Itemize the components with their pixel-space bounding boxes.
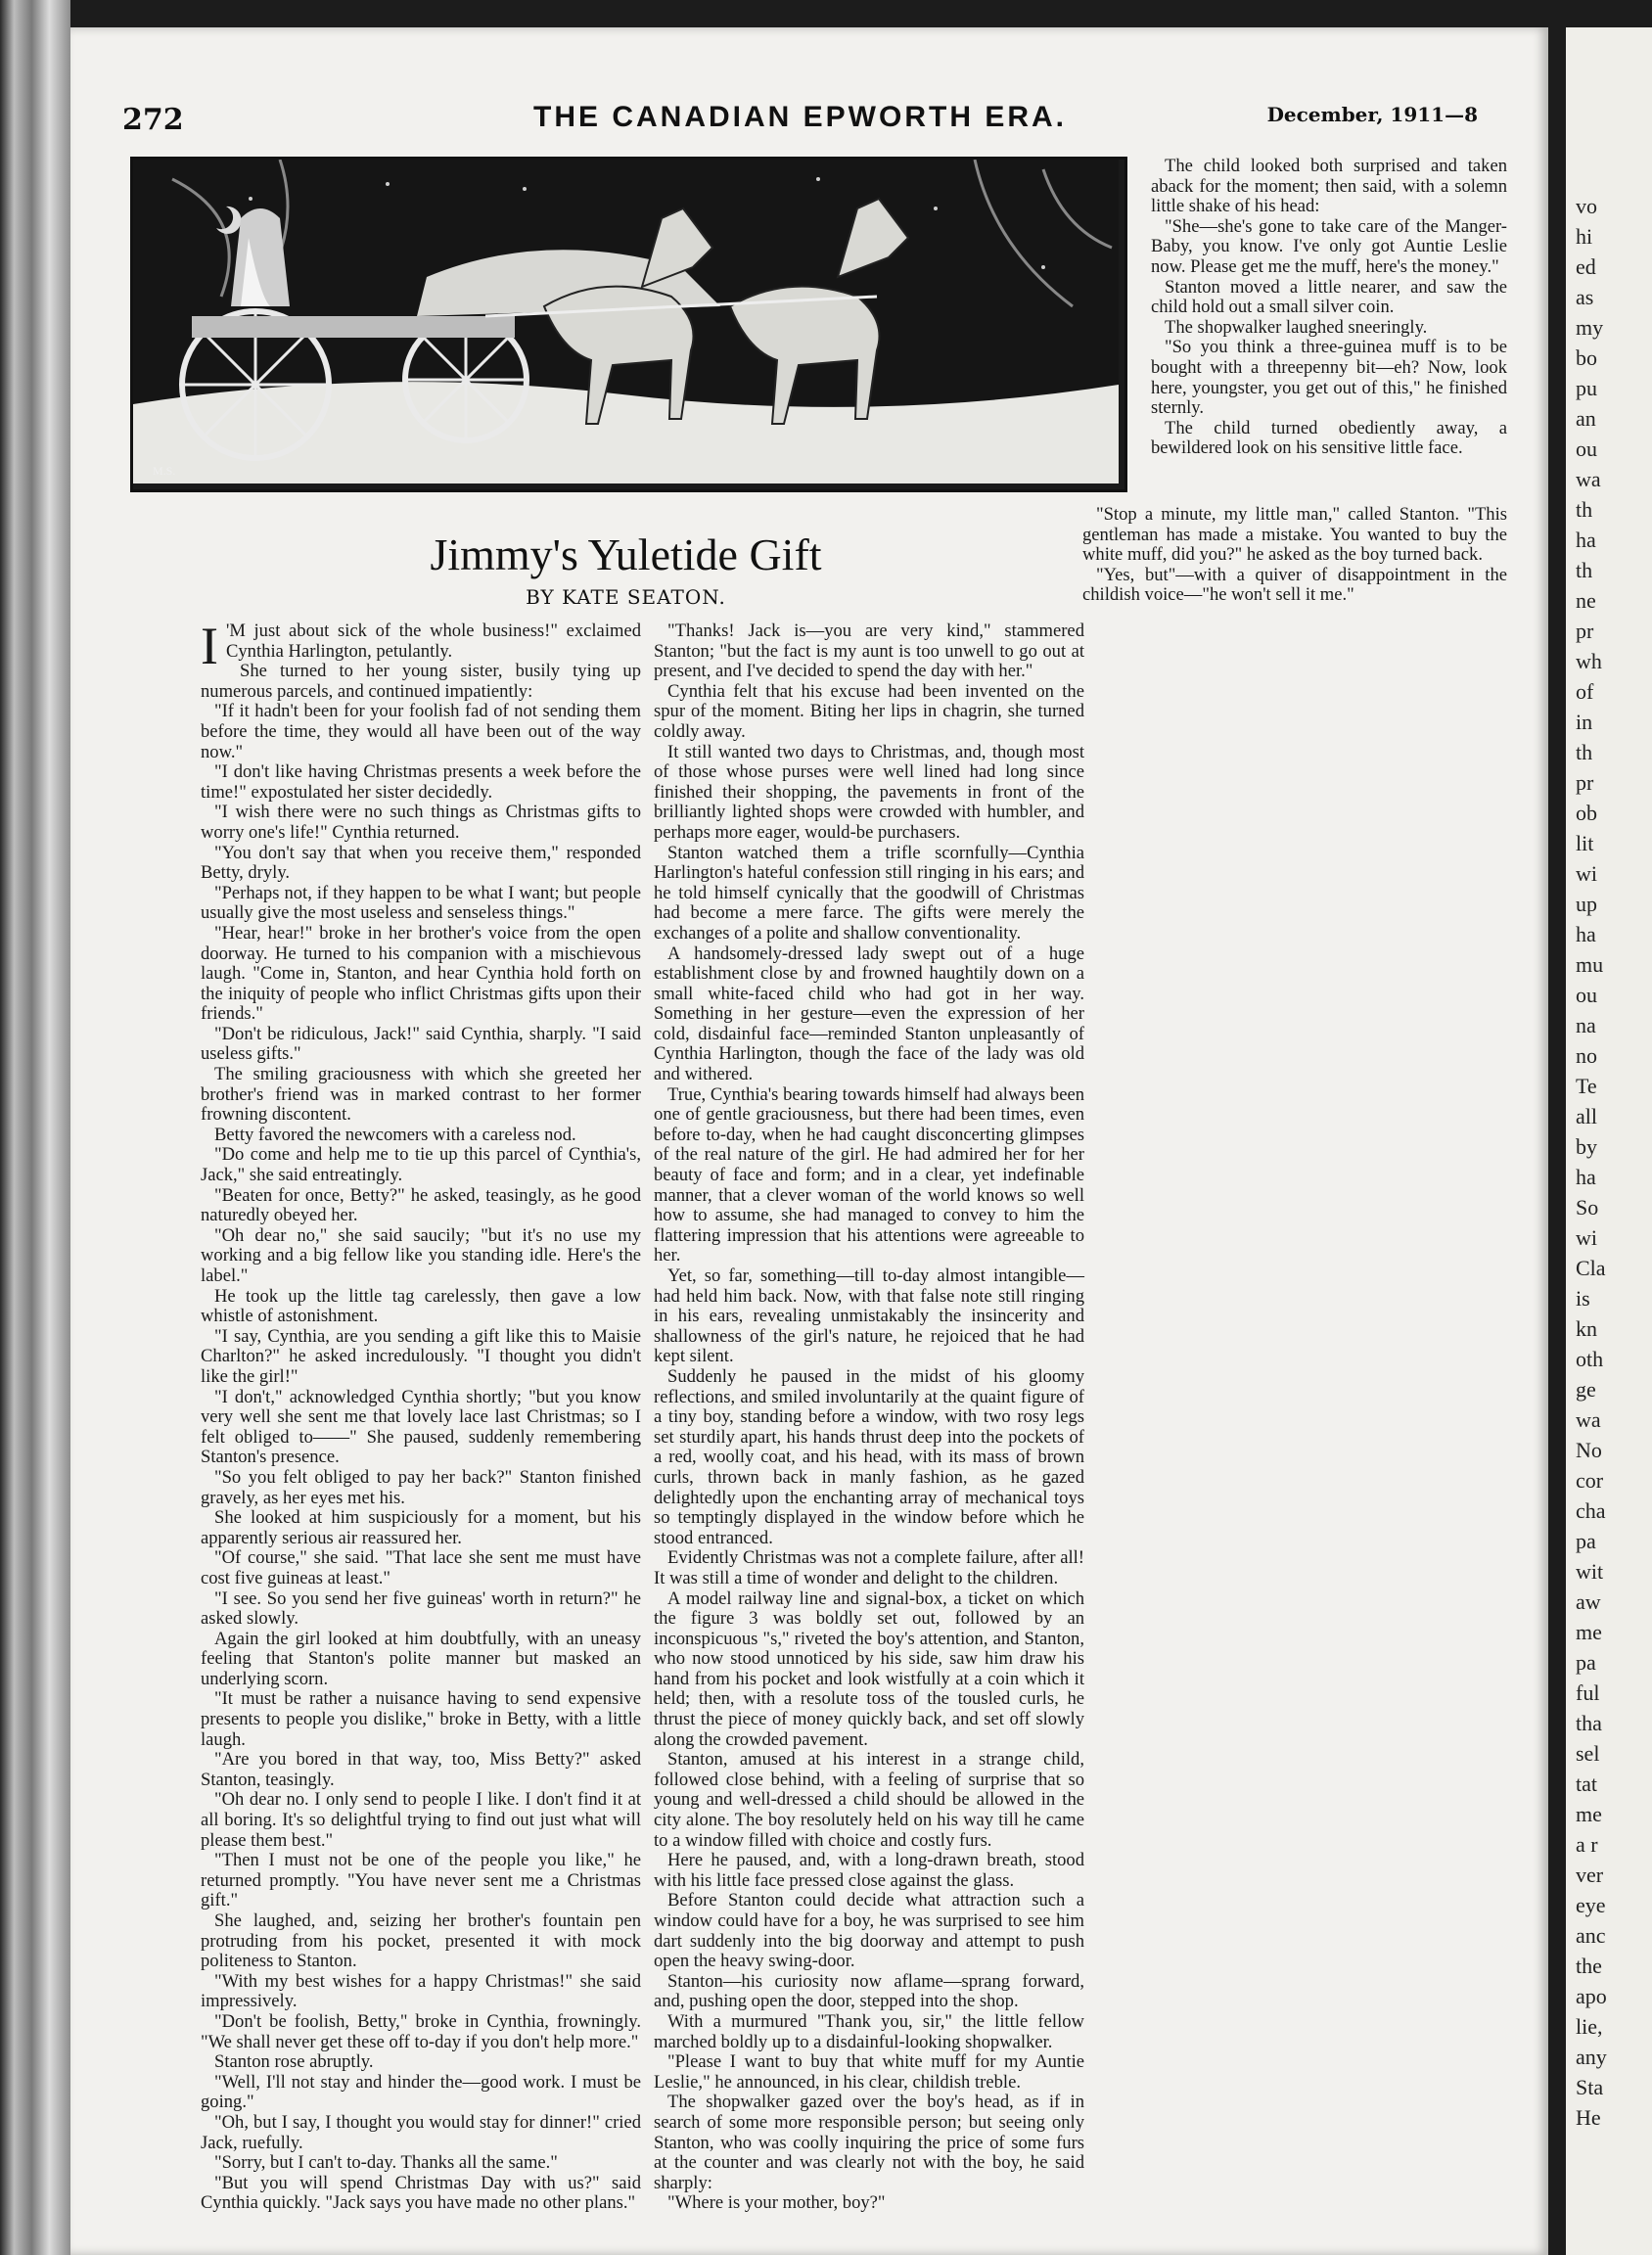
- article-paragraph: Before Stanton could decide what attraction such a window could have for a boy, he was surprised to see him dart suddenly into the big doorway and attempt to push open the heavy swing-door.: [654, 1890, 1084, 1972]
- adjacent-page-fragment: in: [1576, 710, 1593, 734]
- adjacent-page-fragment: Te: [1576, 1074, 1597, 1098]
- article-paragraph: Yet, so far, something—till to-day almost intangible—had held him back. Now, with that false note still ringing in his ears, revealing unmistakably the insincerity and shallowness of the girl's nature, he rejoiced that he had kept silent.: [654, 1266, 1084, 1367]
- adjacent-page-fragment: of: [1576, 679, 1594, 704]
- article-paragraph: "I don't," acknowledged Cynthia shortly; "but you know very well she sent me that lovely lace last Christmas; so I felt obliged to——" She paused, suddenly remembering Stanton's presence.: [201, 1386, 641, 1468]
- adjacent-page-fragment: ou: [1576, 437, 1597, 461]
- adjacent-page-fragment: ha: [1576, 922, 1596, 946]
- adjacent-page-fragment: aw: [1576, 1589, 1601, 1614]
- article-paragraph: She turned to her young sister, busily tying up numerous parcels, and continued impatiently:: [201, 661, 641, 702]
- adjacent-page-fragment: me: [1576, 1802, 1602, 1826]
- adjacent-page-fragment: th: [1576, 558, 1593, 582]
- svg-text:M.S.: M.S.: [153, 464, 176, 478]
- lead-text: 'M just about sick of the whole business!" exclaimed Cynthia Harlington, petulantly.: [225, 621, 641, 662]
- article-paragraph: Stanton moved a little nearer, and saw the child hold out a small silver coin.: [1151, 276, 1507, 318]
- adjacent-page-fragment: Cla: [1576, 1256, 1606, 1280]
- adjacent-page-fragment: as: [1576, 285, 1594, 309]
- article-paragraph: Again the girl looked at him doubtfully, with an uneasy feeling that Stanton's polite manner but masked an underlying scorn.: [201, 1628, 641, 1689]
- article-paragraph: "Of course," she said. "That lace she sent me must have cost five guineas at least.": [201, 1547, 641, 1588]
- article-paragraph: He took up the little tag carelessly, then gave a low whistle of astonishment.: [201, 1285, 641, 1327]
- adjacent-page-fragment: all: [1576, 1104, 1597, 1128]
- lead-paragraph: [201, 617, 641, 675]
- article-paragraph: The shopwalker gazed over the boy's head, as if in search of some more responsible person; but seeing only Stanton, who was coolly inquiring the price of some furs at the counter and was clearly not with the boy, he said sharply:: [654, 2092, 1084, 2193]
- article-paragraph: Stanton rose abruptly.: [214, 2051, 374, 2073]
- running-header: [122, 103, 1478, 142]
- page-number: 272: [122, 103, 184, 137]
- article-paragraph: Betty favored the newcomers with a careless nod.: [214, 1124, 576, 1145]
- article-paragraph: "Then I must not be one of the people you like," he returned promptly. "You have never sent me a Christmas gift.": [201, 1850, 641, 1911]
- adjacent-page-fragment: Sta: [1576, 2075, 1604, 2099]
- adjacent-page-fragment: ha: [1576, 1165, 1596, 1189]
- adjacent-page-fragment: ed: [1576, 254, 1596, 279]
- adjacent-page-fragment: pr: [1576, 770, 1594, 795]
- article-paragraph: She laughed, and, seizing her brother's fountain pen protruding from his pocket, presented it with mock politeness to Stanton.: [201, 1910, 641, 1972]
- article-column-2: [654, 621, 1084, 2214]
- article-paragraph: "I see. So you send her five guineas' worth in return?" he asked slowly.: [201, 1588, 641, 1630]
- adjacent-page-fragment: my: [1576, 315, 1604, 340]
- article-paragraph: A model railway line and signal-box, a ticket on which the figure 3 was boldly set out, followed by an inconspicuous "s," riveted the boy's attention, and Stanton, who now stood unnoticed by his side, saw him draw his hand from his pocket and look wistfully at a coin which it held; then, with a resolute toss of the tousled curls, he thrust the piece of money quickly back, and set off slowly along the crowded pavement.: [654, 1588, 1084, 1750]
- adjacent-page-fragment: cha: [1576, 1498, 1606, 1523]
- article-paragraph: "So you think a three-guinea muff is to be bought with a threepenny bit—eh? Now, look here, youngster, you get out of this," he finished sternly.: [1151, 337, 1507, 419]
- article-paragraph: Here he paused, and, with a long-drawn breath, stood with his little face pressed close against the glass.: [654, 1850, 1084, 1891]
- article-column-3-top: [1151, 157, 1507, 459]
- adjacent-page-fragment: pu: [1576, 376, 1597, 400]
- article-paragraph: She looked at him suspiciously for a moment, but his apparently serious air reassured her.: [201, 1507, 641, 1548]
- article-paragraph: Suddenly he paused in the midst of his gloomy reflections, and smiled involuntarily at the quaint figure of a tiny boy, standing before a window, with two rosy legs set sturdily apart, his hands thrust deep into the pockets of a red, woolly coat, and his head, with its mass of brown curls, thrown back in manly fashion, as he gazed delightedly upon the enchanting array of mechanical toys so temptingly displayed in the window before which he stood entranced.: [654, 1365, 1084, 1548]
- adjacent-page-fragment: the: [1576, 1954, 1602, 1978]
- article-paragraph: The child looked both surprised and taken aback for the moment; then said, with a solemn little shake of his head:: [1151, 156, 1507, 217]
- article-paragraph: "I wish there were no such things as Christmas gifts to worry one's life!" Cynthia returned.: [201, 802, 641, 843]
- adjacent-page-fragment: kn: [1576, 1316, 1597, 1341]
- adjacent-page-fragment: na: [1576, 1013, 1596, 1037]
- article-paragraph: The child turned obediently away, a bewildered look on his sensitive little face.: [1151, 417, 1507, 459]
- adjacent-page-fragment: pa: [1576, 1529, 1596, 1553]
- article-paragraph: "Beaten for once, Betty?" he asked, teasingly, as he good naturedly obeyed her.: [201, 1184, 641, 1226]
- article-paragraph: "But you will spend Christmas Day with us?" said Cynthia quickly. "Jack says you have made no other plans.": [201, 2172, 641, 2214]
- adjacent-page-fragment: th: [1576, 497, 1593, 522]
- adjacent-page-fragment: pa: [1576, 1650, 1596, 1675]
- adjacent-page-fragment: wi: [1576, 861, 1597, 886]
- adjacent-page-fragment: up: [1576, 892, 1597, 916]
- adjacent-page-fragment: by: [1576, 1134, 1597, 1159]
- article-paragraph: "Hear, hear!" broke in her brother's voice from the open doorway. He turned to his companion with a mischievous laugh. "Come in, Stanton, and hear Cynthia hold forth on the iniquity of people who inflict Christmas gifts upon their friends.": [201, 922, 641, 1025]
- article-paragraph: "Do come and help me to tie up this parcel of Cynthia's, Jack," she said entreatingly.: [201, 1144, 641, 1186]
- article-paragraph: "You don't say that when you receive them," responded Betty, dryly.: [201, 842, 641, 884]
- article-paragraph: With a murmured "Thank you, sir," the little fellow marched boldly up to a disdainful-looking shopwalker.: [654, 2010, 1084, 2052]
- article-paragraph: Stanton watched them a trifle scornfully—Cynthia Harlington's hateful confession still ringing in his ears; and he told himself cynically that the goodwill of Christmas had become a mere farce. The gifts were merely the exchanges of a polite and shallow conventionality.: [654, 842, 1084, 943]
- adjacent-page-fragment: apo: [1576, 1984, 1607, 2008]
- article-paragraph: "Please I want to buy that white muff for my Auntie Leslie," he announced, in his clear, childish treble.: [654, 2051, 1084, 2093]
- article-paragraph: "Thanks! Jack is—you are very kind," stammered Stanton; "but the fact is my aunt is too unwell to go out at present, and I've decided to spend the day with her.": [654, 621, 1084, 682]
- article-paragraph: "I don't like having Christmas presents a week before the time!" expostulated her sister decidedly.: [201, 761, 641, 803]
- adjacent-page-fragment: cor: [1576, 1468, 1604, 1493]
- article-paragraph: "Are you bored in that way, too, Miss Betty?" asked Stanton, teasingly.: [201, 1749, 641, 1790]
- sleigh-horses-illustration: [130, 157, 1127, 492]
- article-paragraph: "Don't be foolish, Betty," broke in Cynthia, frowningly. "We shall never get these off to-day if you don't help more.": [201, 2010, 641, 2052]
- article-paragraph: "Stop a minute, my little man," called Stanton. "This gentleman has made a mistake. You wanted to buy the white muff, did you?" he asked as the boy turned back.: [1082, 504, 1507, 566]
- adjacent-page-fragment: ge: [1576, 1377, 1596, 1402]
- adjacent-page-fragment: pr: [1576, 619, 1594, 643]
- article-paragraph: "Oh dear no," she said saucily; "but it's no use my working and a big fellow like you standing idle. Here's the label.": [201, 1224, 641, 1286]
- article-paragraph: A handsomely-dressed lady swept out of a huge establishment close by and frowned haughtily down on a small white-faced child who had got in her way. Something in her gesture—even the expression of her cold, disdainful face—reminded Stanton unpleasantly of Cynthia Harlington, though the face of the lady was old and withered.: [654, 943, 1084, 1085]
- adjacent-page-fragment: wit: [1576, 1559, 1604, 1584]
- adjacent-page-fragment: any: [1576, 2045, 1607, 2069]
- adjacent-page-fragment: vo: [1576, 194, 1597, 218]
- adjacent-page-fragment: ne: [1576, 588, 1596, 613]
- article-paragraph: Evidently Christmas was not a complete failure, after all! It was still a time of wonder and delight to the children.: [654, 1547, 1084, 1588]
- adjacent-page-fragment: a r: [1576, 1832, 1598, 1857]
- article-paragraph: Stanton—his curiosity now aflame—sprang forward, and, pushing open the door, stepped into the shop.: [654, 1970, 1084, 2012]
- article-paragraph: "She—she's gone to take care of the Manger-Baby, you know. I've only got Auntie Leslie now. Please get me the muff, here's the money.": [1151, 215, 1507, 277]
- adjacent-page-fragment: wa: [1576, 1407, 1601, 1432]
- article-paragraph: "Well, I'll not stay and hinder the—good work. I must be going.": [201, 2071, 641, 2113]
- adjacent-page-fragment: ob: [1576, 801, 1597, 825]
- adjacent-page-fragment: lie,: [1576, 2014, 1603, 2039]
- adjacent-page-fragment: no: [1576, 1043, 1597, 1068]
- article-paragraph: It still wanted two days to Christmas, and, though most of those whose purses were well lined had long since finished their shopping, the pavements in front of the brilliantly lighted shops were crowded with humbler, and perhaps more eager, would-be purchasers.: [654, 741, 1084, 843]
- adjacent-page-fragment: eye: [1576, 1893, 1606, 1917]
- article-paragraph: "So you felt obliged to pay her back?" Stanton finished gravely, as her eyes met his.: [201, 1466, 641, 1508]
- article-paragraph: The shopwalker laughed sneeringly.: [1165, 316, 1428, 338]
- adjacent-page-fragment: anc: [1576, 1923, 1606, 1948]
- article-paragraph: "With my best wishes for a happy Christmas!" she said impressively.: [201, 1970, 641, 2012]
- adjacent-page-fragment: wh: [1576, 649, 1602, 673]
- adjacent-page-fragment: tha: [1576, 1711, 1602, 1735]
- drop-cap: I: [201, 617, 218, 675]
- article-column-3-bottom: [1082, 505, 1507, 606]
- adjacent-page-fragment: bo: [1576, 345, 1597, 370]
- adjacent-page-fragment: wi: [1576, 1225, 1597, 1250]
- adjacent-page-fragment: lit: [1576, 831, 1594, 855]
- adjacent-page-fragment: hi: [1576, 224, 1593, 249]
- article-paragraph: "Oh, but I say, I thought you would stay for dinner!" cried Jack, ruefully.: [201, 2111, 641, 2153]
- article-paragraph: "Oh dear no. I only send to people I like. I don't find it at all boring. It's so delightful trying to find out just what will please them best.": [201, 1789, 641, 1851]
- article-paragraph: The smiling graciousness with which she greeted her brother's friend was in marked contrast to her former frowning discontent.: [201, 1064, 641, 1126]
- article-paragraph: "Don't be ridiculous, Jack!" said Cynthia, sharply. "I said useless gifts.": [201, 1023, 641, 1065]
- article-paragraph: "If it hadn't been for your foolish fad of not sending them before the time, they would all have been out of the way now.": [201, 701, 641, 762]
- adjacent-page-fragment: ha: [1576, 528, 1596, 552]
- article-paragraph: "I say, Cynthia, are you sending a gift like this to Maisie Charlton?" he asked incredulously. "I thought you didn't like the girl!": [201, 1325, 641, 1387]
- adjacent-page-fragment: oth: [1576, 1347, 1604, 1371]
- adjacent-page-fragment: wa: [1576, 467, 1601, 491]
- article-paragraph: "Sorry, but I can't to-day. Thanks all the same.": [214, 2152, 558, 2174]
- article-column-1: [201, 617, 641, 2214]
- article-paragraph: True, Cynthia's bearing towards himself had always been one of gentle graciousness, but there had been times, even before to-day, when he had caught disconcerting glimpses of the real nature of the girl. He had admired her for her beauty of face and form; and in a clear, yet indefinable manner, that a clever woman of the world knows so well how to assume, she had managed to convey to him the flattering impression that his attentions were agreeable to her.: [654, 1083, 1084, 1266]
- adjacent-page-fragment: He: [1576, 2105, 1601, 2130]
- article-byline: BY KATE SEATON.: [526, 585, 726, 609]
- adjacent-page-fragment: tat: [1576, 1772, 1597, 1796]
- adjacent-page-fragment: an: [1576, 406, 1596, 431]
- article-paragraph: "It must be rather a nuisance having to send expensive presents to people you dislike," broke in Betty, with a little laugh.: [201, 1688, 641, 1750]
- adjacent-page-fragment: ver: [1576, 1863, 1604, 1887]
- book-spine: [0, 0, 70, 2255]
- adjacent-page-fragment: me: [1576, 1620, 1602, 1644]
- adjacent-page-edge: [1566, 27, 1652, 2255]
- adjacent-page-fragment: sel: [1576, 1741, 1600, 1766]
- article-title: Jimmy's Yuletide Gift: [430, 529, 822, 579]
- journal-title: THE CANADIAN EPWORTH ERA.: [533, 101, 1067, 133]
- article-paragraph: "Perhaps not, if they happen to be what I want; but people usually give the most useless and senseless things.": [201, 882, 641, 924]
- issue-date: December, 1911—8: [1266, 103, 1478, 126]
- adjacent-page-fragment: ou: [1576, 983, 1597, 1007]
- adjacent-page-fragment: ful: [1576, 1680, 1600, 1705]
- article-paragraph: "Where is your mother, boy?": [667, 2192, 886, 2214]
- article-paragraph: Cynthia felt that his excuse had been invented on the spur of the moment. Biting her lips in chagrin, she turned coldly away.: [654, 680, 1084, 742]
- article-paragraph: Stanton, amused at his interest in a strange child, followed close behind, with a feeling of surprise that so young and well-dressed a child should be allowed in the city alone. The boy resolutely held on his way till he came to a window filled with choice and costly furs.: [654, 1749, 1084, 1851]
- article-paragraph: "Yes, but"—with a quiver of disappointment in the childish voice—"he won't sell it me.": [1082, 564, 1507, 606]
- adjacent-page-fragment: is: [1576, 1286, 1590, 1311]
- adjacent-page-fragment: th: [1576, 740, 1593, 764]
- adjacent-page-fragment: No: [1576, 1438, 1602, 1462]
- adjacent-page-fragment: So: [1576, 1195, 1599, 1220]
- adjacent-page-fragment: mu: [1576, 952, 1604, 977]
